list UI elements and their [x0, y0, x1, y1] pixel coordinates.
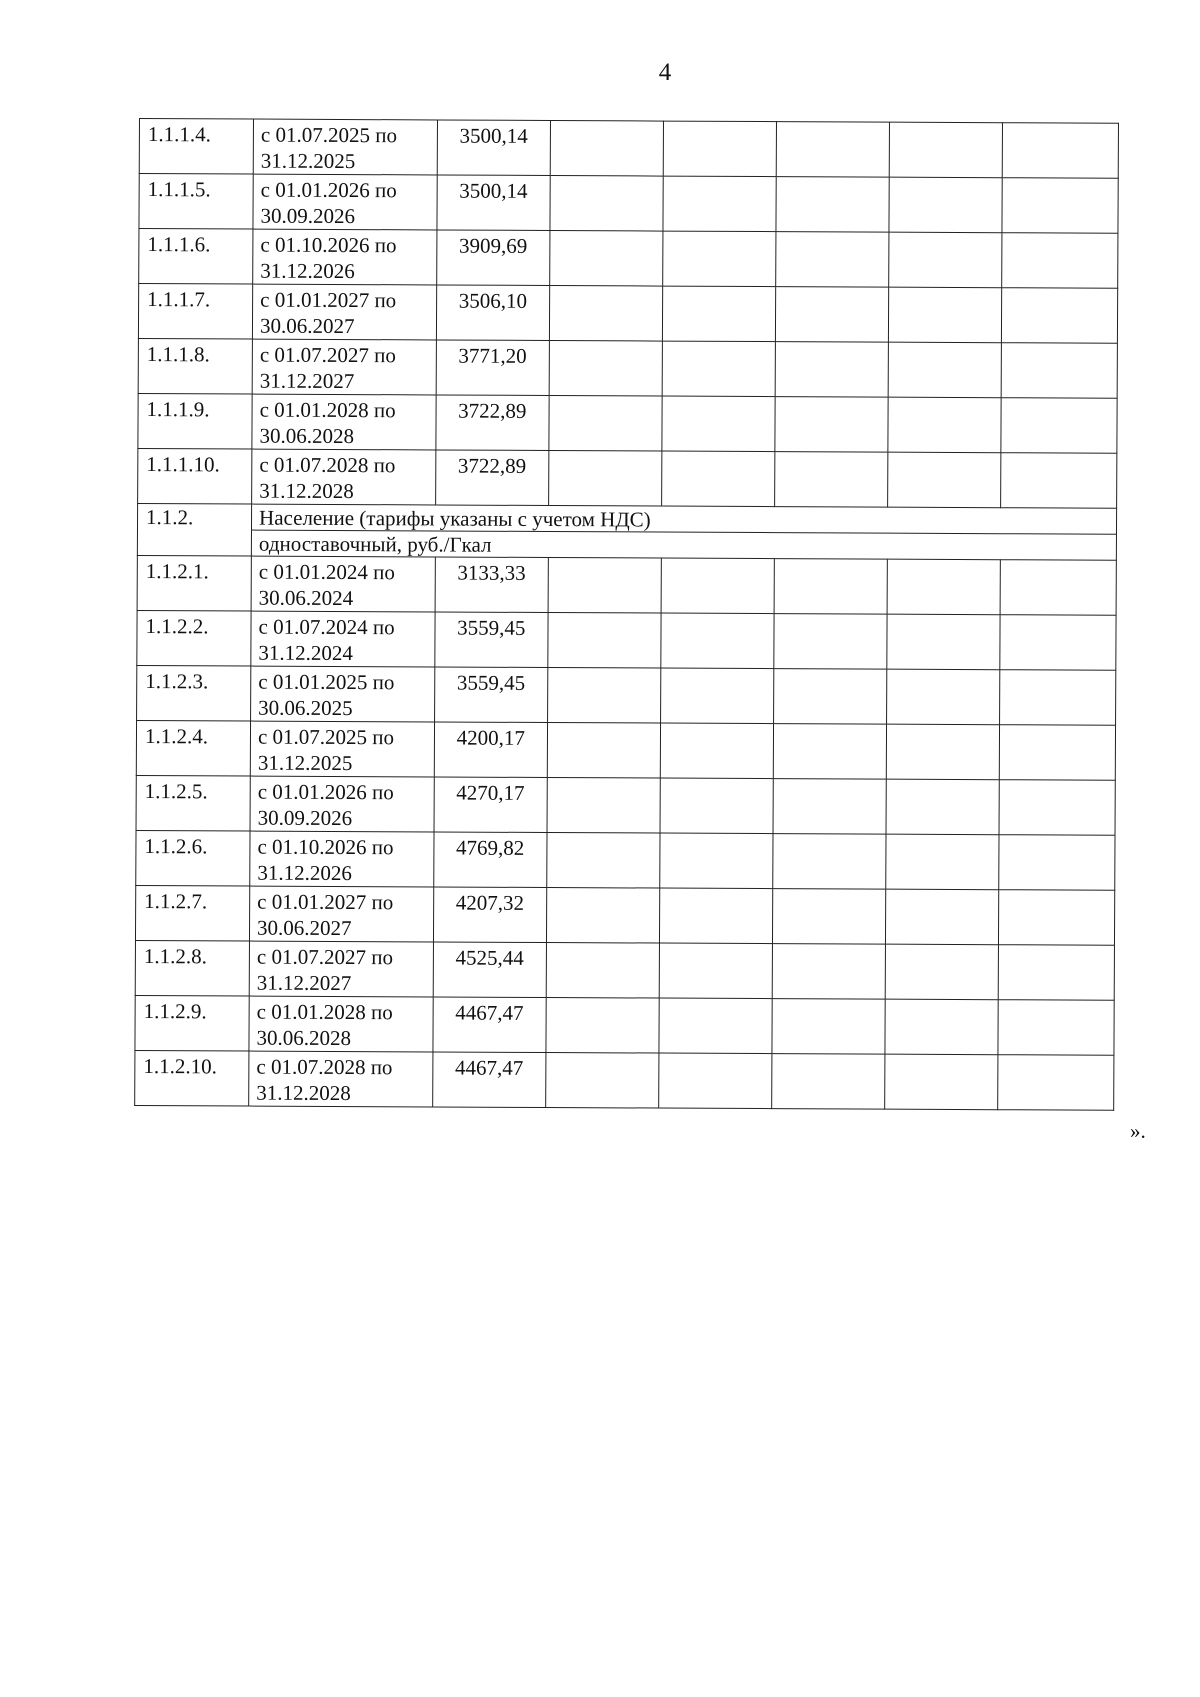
- row-period: [252, 284, 436, 340]
- empty-cell: [773, 834, 886, 890]
- empty-cell: [550, 176, 663, 232]
- row-tariff-value: 3133,33: [435, 557, 548, 613]
- empty-cell: [776, 177, 889, 233]
- table-row: [135, 885, 1114, 945]
- row-period: [252, 449, 436, 505]
- period-start: с 01.01.2027 по: [257, 889, 394, 915]
- empty-cell: [776, 122, 889, 178]
- row-tariff-value: 3559,45: [434, 667, 547, 723]
- period-start: с 01.10.2026 по: [257, 834, 394, 860]
- row-tariff-value: 3722,89: [435, 450, 548, 506]
- empty-cell: [998, 890, 1114, 946]
- section-title-line1: Население (тарифы указаны с учетом НДС): [252, 504, 1117, 534]
- table-row: [136, 720, 1115, 780]
- section-number: 1.1.2.: [137, 503, 251, 556]
- empty-cell: [886, 724, 999, 780]
- empty-cell: [1000, 615, 1116, 671]
- empty-cell: [546, 888, 659, 944]
- empty-cell: [885, 999, 998, 1055]
- period-start: с 01.01.2028 по: [259, 397, 396, 423]
- closing-quote: ».: [1130, 1119, 1146, 1143]
- period-end: 31.12.2026: [257, 860, 352, 886]
- row-period: [249, 941, 433, 997]
- empty-cell: [662, 396, 775, 452]
- row-number: 1.1.1.10.: [138, 448, 252, 504]
- empty-cell: [659, 888, 772, 944]
- empty-cell: [885, 944, 998, 1000]
- row-number: 1.1.2.8.: [135, 940, 249, 996]
- period-end: 31.12.2027: [259, 368, 355, 394]
- empty-cell: [548, 558, 661, 614]
- row-tariff-value: 4769,82: [433, 832, 546, 888]
- empty-cell: [888, 397, 1001, 453]
- empty-cell: [775, 287, 888, 343]
- empty-cell: [1002, 123, 1118, 179]
- empty-cell: [547, 668, 660, 724]
- empty-cell: [659, 943, 772, 999]
- period-start: с 01.01.2028 по: [256, 999, 393, 1025]
- table-row: [138, 393, 1117, 453]
- row-number: 1.1.1.5.: [139, 174, 253, 230]
- row-number: 1.1.2.1.: [137, 555, 251, 611]
- empty-cell: [775, 397, 888, 453]
- period-end: 30.06.2027: [259, 313, 355, 339]
- empty-cell: [1001, 288, 1117, 344]
- row-number: 1.1.1.9.: [138, 393, 252, 449]
- period-start: с 01.07.2028 по: [256, 1054, 393, 1080]
- table-row: [135, 995, 1114, 1055]
- tariff-group-1: [138, 119, 1119, 509]
- row-tariff-value: 3909,69: [436, 230, 549, 286]
- empty-cell: [662, 341, 775, 397]
- empty-cell: [886, 669, 999, 725]
- row-period: [253, 229, 437, 285]
- row-tariff-value: 3771,20: [436, 340, 549, 396]
- period-end: 30.06.2025: [258, 695, 353, 721]
- empty-cell: [886, 779, 999, 835]
- period-end: 30.06.2027: [257, 915, 352, 941]
- row-period: [252, 394, 436, 450]
- page-number: 4: [658, 59, 672, 86]
- row-period: [250, 886, 434, 942]
- period-end: 30.09.2026: [260, 203, 356, 229]
- table-row: [135, 940, 1114, 1000]
- row-number: 1.1.2.6.: [136, 830, 250, 886]
- period-start: с 01.01.2027 по: [260, 287, 397, 313]
- row-period: [250, 721, 434, 777]
- empty-cell: [776, 232, 889, 288]
- empty-cell: [663, 121, 776, 177]
- empty-cell: [998, 945, 1114, 1001]
- row-number: 1.1.2.3.: [137, 665, 251, 721]
- empty-cell: [773, 779, 886, 835]
- empty-cell: [1000, 453, 1116, 509]
- table-row: [137, 665, 1116, 725]
- empty-cell: [772, 999, 885, 1055]
- empty-cell: [888, 287, 1001, 343]
- period-end: 31.12.2025: [260, 148, 356, 174]
- empty-cell: [661, 558, 774, 614]
- empty-cell: [999, 725, 1115, 781]
- empty-cell: [660, 668, 773, 724]
- table-row: [138, 284, 1117, 344]
- empty-cell: [658, 1053, 771, 1109]
- row-tariff-value: 4270,17: [434, 777, 547, 833]
- empty-cell: [773, 669, 886, 725]
- row-tariff-value: 3506,10: [436, 285, 549, 341]
- empty-cell: [660, 833, 773, 889]
- empty-cell: [662, 286, 775, 342]
- empty-cell: [1001, 398, 1117, 454]
- empty-cell: [774, 452, 887, 508]
- period-end: 31.12.2025: [257, 750, 353, 776]
- empty-cell: [659, 998, 772, 1054]
- row-period: [249, 996, 433, 1052]
- empty-cell: [662, 231, 775, 287]
- table-row: [139, 119, 1118, 179]
- table-row: [136, 830, 1115, 890]
- empty-cell: [773, 724, 886, 780]
- empty-cell: [660, 778, 773, 834]
- row-period: [249, 1051, 433, 1107]
- period-start: с 01.01.2026 по: [257, 779, 394, 805]
- empty-cell: [1002, 178, 1118, 234]
- empty-cell: [661, 451, 774, 507]
- table-row: [138, 338, 1117, 398]
- empty-cell: [887, 452, 1000, 508]
- row-tariff-value: 4207,32: [433, 887, 546, 943]
- section-title-line2: одноставочный, руб./Гкал: [251, 530, 1116, 560]
- row-tariff-value: 3722,89: [436, 395, 549, 451]
- table-row: [135, 1050, 1114, 1110]
- period-start: с 01.07.2025 по: [257, 724, 395, 750]
- period-start: с 01.07.2027 по: [256, 944, 394, 970]
- period-start: с 01.01.2024 по: [258, 559, 395, 585]
- empty-cell: [775, 342, 888, 398]
- row-period: [252, 339, 436, 395]
- section-header-row-2: [137, 529, 1116, 560]
- empty-cell: [889, 122, 1002, 178]
- empty-cell: [547, 723, 660, 779]
- empty-cell: [663, 176, 776, 232]
- period-end: 30.06.2028: [259, 423, 355, 449]
- row-tariff-value: 3559,45: [435, 612, 548, 668]
- period-start: с 01.07.2027 по: [259, 342, 397, 368]
- row-period: [253, 119, 437, 175]
- row-number: 1.1.1.7.: [138, 284, 252, 340]
- section-header-row: [137, 503, 1116, 534]
- empty-cell: [1002, 233, 1118, 289]
- empty-cell: [549, 341, 662, 397]
- period-start: с 01.07.2024 по: [258, 614, 395, 640]
- empty-cell: [889, 232, 1002, 288]
- empty-cell: [545, 1052, 658, 1108]
- empty-cell: [888, 342, 1001, 398]
- table-row: [139, 229, 1118, 289]
- empty-cell: [998, 1055, 1114, 1111]
- empty-cell: [999, 670, 1115, 726]
- table-row: [138, 448, 1117, 508]
- empty-cell: [998, 1000, 1114, 1056]
- empty-cell: [548, 613, 661, 669]
- row-period: [250, 776, 434, 832]
- empty-cell: [999, 835, 1115, 891]
- period-end: 31.12.2028: [256, 1080, 351, 1106]
- empty-cell: [549, 231, 662, 287]
- empty-cell: [889, 177, 1002, 233]
- empty-cell: [1000, 560, 1116, 616]
- row-tariff-value: 3500,14: [437, 175, 550, 231]
- empty-cell: [546, 943, 659, 999]
- row-period: [250, 831, 434, 887]
- row-number: 1.1.2.5.: [136, 775, 250, 831]
- empty-cell: [660, 723, 773, 779]
- empty-cell: [549, 286, 662, 342]
- row-number: 1.1.1.8.: [138, 338, 252, 394]
- row-period: [251, 556, 435, 612]
- empty-cell: [999, 780, 1115, 836]
- period-end: 31.12.2026: [260, 258, 355, 284]
- period-start: с 01.07.2025 по: [260, 122, 398, 148]
- empty-cell: [887, 559, 1000, 615]
- row-number: 1.1.1.4.: [139, 119, 253, 175]
- table-row: [137, 610, 1116, 670]
- table-row: [139, 174, 1118, 234]
- empty-cell: [885, 889, 998, 945]
- period-start: с 01.01.2025 по: [258, 669, 395, 695]
- empty-cell: [548, 451, 661, 507]
- empty-cell: [885, 1054, 998, 1110]
- empty-cell: [546, 997, 659, 1053]
- row-tariff-value: 4467,47: [432, 1052, 545, 1108]
- tariff-table: [134, 118, 1119, 1111]
- row-number: 1.1.2.2.: [137, 610, 251, 666]
- row-number: 1.1.2.10.: [135, 1050, 249, 1106]
- period-start: с 01.10.2026 по: [260, 232, 397, 258]
- empty-cell: [774, 614, 887, 670]
- empty-cell: [547, 833, 660, 889]
- tariff-group-2: [135, 555, 1117, 1110]
- period-end: 30.09.2026: [257, 805, 353, 831]
- empty-cell: [549, 396, 662, 452]
- empty-cell: [661, 613, 774, 669]
- period-start: с 01.07.2028 по: [259, 452, 396, 478]
- row-number: 1.1.1.6.: [139, 229, 253, 285]
- row-tariff-value: 3500,14: [437, 120, 550, 176]
- row-number: 1.1.2.4.: [136, 720, 250, 776]
- row-period: [253, 174, 437, 230]
- period-end: 31.12.2024: [258, 640, 353, 666]
- period-end: 30.06.2028: [256, 1025, 352, 1051]
- period-end: 30.06.2024: [258, 585, 354, 611]
- period-end: 31.12.2028: [259, 478, 354, 504]
- row-number: 1.1.2.9.: [135, 995, 249, 1051]
- row-tariff-value: 4525,44: [433, 942, 546, 998]
- empty-cell: [886, 834, 999, 890]
- row-tariff-value: 4467,47: [433, 997, 546, 1053]
- row-period: [251, 611, 435, 667]
- table-row: [136, 775, 1115, 835]
- row-period: [251, 666, 435, 722]
- tariff-section-1-1-2: [137, 503, 1116, 560]
- table-row: [137, 555, 1116, 615]
- empty-cell: [1001, 343, 1117, 399]
- row-number: 1.1.2.7.: [135, 885, 249, 941]
- empty-cell: [771, 1054, 884, 1110]
- empty-cell: [550, 121, 663, 177]
- empty-cell: [547, 778, 660, 834]
- empty-cell: [772, 889, 885, 945]
- empty-cell: [772, 944, 885, 1000]
- period-end: 31.12.2027: [256, 970, 352, 996]
- empty-cell: [774, 559, 887, 615]
- empty-cell: [887, 614, 1000, 670]
- period-start: с 01.01.2026 по: [260, 177, 397, 203]
- row-tariff-value: 4200,17: [434, 722, 547, 778]
